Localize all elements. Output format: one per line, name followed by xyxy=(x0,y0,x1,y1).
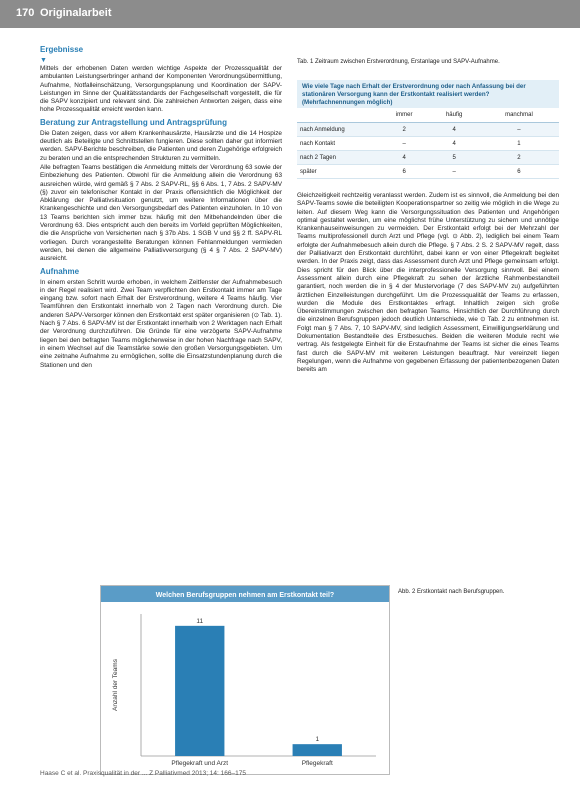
table-1 xyxy=(297,80,559,180)
table-cell: 4 xyxy=(429,123,479,137)
table-cell: nach Kontakt xyxy=(297,137,379,151)
x-tick-label: Pflegekraft xyxy=(301,760,333,767)
table-question: Wie viele Tage nach Erhalt der Erstverordnung oder nach Anfassung bei der stationären Versorgung kann der Erstkontakt realisiert werden? (Mehrfachnennungen möglich) xyxy=(297,80,559,108)
heading-ergebnisse: Ergebnisse xyxy=(40,45,84,54)
data-label: 11 xyxy=(196,617,204,625)
table-cell: 2 xyxy=(379,123,429,137)
table-row xyxy=(297,137,559,151)
table-cell: – xyxy=(379,137,429,151)
table-row xyxy=(297,151,559,165)
section-title: Originalarbeit xyxy=(40,7,112,19)
table-cell: nach Anmeldung xyxy=(297,123,379,137)
table-cell: 5 xyxy=(429,151,479,165)
table-row xyxy=(297,165,559,179)
figure-caption: Abb. 2 Erstkontakt nach Berufsgruppen. xyxy=(398,589,505,595)
table-cell: 2 xyxy=(479,151,559,165)
data-label: 1 xyxy=(315,736,320,744)
table-cell: 4 xyxy=(379,151,429,165)
table-cell: – xyxy=(429,165,479,179)
right-column xyxy=(297,192,559,376)
paragraph-ergebnisse: Mittels der erhobenen Daten werden wichtige Aspekte der Prozessqualität der ambulanten Leistungserbringer anhand der Komponenten Verordnungsübermittlung, Aufnahme, Notfalleinschätzung, Versorgungsplanung und Koordination der SAPV-Leistungen im Sinne der Qualitätsstandards der Fachgesellschaft vorgestellt, die für die SAPV konzipiert und relevant sind. Die zahlreichen Antworten zeigen, dass eine hohe Prozessqualität erreicht werden kann. xyxy=(40,65,282,114)
table-cell: 6 xyxy=(379,165,429,179)
table-cell: 1 xyxy=(479,137,559,151)
table-cell: nach 2 Tagen xyxy=(297,151,379,165)
paragraph-beratung-2: Alle befragten Teams bestätigen die Anmeldung mittels der Verordnung 63 sowie der Einbeziehung des Patienten. Obwohl für die Anmeldung allein die Verordnung 63 ausreichen würde, wird gemäß § 7 Abs. 2 SAPV-RL, §§ 6 Abs. 1, 7 Abs. 2 SAPV-MV (§) zuvor ein telefonischer Kontakt in der Praxis offensichtlich die Möglichkeit der Abklärung der Palliativsituation genutzt, um weitere Informationen über die Krankengeschichte und den Versorgungsbedarf des Patienten einzuholen. In 10 von 13 Teams berichten sich immer bzw. häufig mit den Mitbehandelnden über die Verordnung 63. Dies entspricht auch den bereits im Vorfeld geprüften Möglichkeiten, die die Ansprüche von Versicherten nach § 37b Abs. 1 SGB V und §§ 2 ff. SAPV-RL vorliegen. Durch vorangestellte Beratungen können Fehlanmeldungen vermieden werden, bei denen die allgemeine Palliativversorgung (§ 4 § 7 Abs. 2 SAPV-MV) ausreicht. xyxy=(40,163,282,263)
footer-citation: Haase C et al. Praxisqualität in der ... Z Palliativmed 2013; 14: 166–175 xyxy=(40,770,246,777)
paragraph-beratung-1: Die Daten zeigen, dass vor allem Krankenhausärzte, Hausärzte und die 14 Hospize deutlich als Beteiligte und Schnittstellen fungieren. Diese sollten daher gut informiert werden. SAPV-Berichte beschreiben, die Patienten und deren Zugehörige erfolgreich zu beraten und an die entsprechenden Strukturen zu vermitteln. xyxy=(40,129,282,162)
page-number: 170 xyxy=(16,7,35,19)
paragraph-aufnahme: In einem ersten Schritt wurde erhoben, in welchem Zeitfenster der Aufnahmebesuch in der Regel realisiert wird. Zwei Team verpflichten den Erstkontakt immer am Tage eingang bzw. sofort nach Erhalt der Erstverordnung, weitere 4 Teams häufig. Vier Teamführen den Erstkontakt innerhalb von 2 Tagen nach Verordnung durch. Die anderen SAPV-Versorger können den Erstkontakt erst später organisieren (⊙ Tab. 1). Nach § 7 Abs. 6 SAPV-MV ist der Erstkontakt innerhalb von 2 Werktagen nach Erhalt der Verordnung durchzuführen. Die Gründe für eine verzögerte SAPV-Aufnahme liegen bei den befragten Teams möglicherweise in der hohen Nachfrage nach SAPV, in einem Wechsel auf die Teamstärke sowie den großen Versorgungsgebieten. Um eine zeitnahe Aufnahme zu ermöglichen, sollte die Einsatzstundenplanung durch die Stationen und den xyxy=(40,278,282,369)
table-header-row xyxy=(297,108,559,123)
section-arrow: ▼ xyxy=(40,57,47,64)
heading-aufnahme: Aufnahme xyxy=(40,266,80,276)
table-row xyxy=(297,123,559,137)
table-caption: Tab. 1 Zeitraum zwischen Erstverordnung, Erstanlage und SAPV-Aufnahme. xyxy=(297,59,500,65)
data-table xyxy=(297,108,559,179)
page-header xyxy=(0,0,580,28)
bar-chart xyxy=(101,586,389,774)
bar xyxy=(175,626,224,756)
table-header-cell: manchmal xyxy=(479,108,559,123)
table-cell: 6 xyxy=(479,165,559,179)
table-cell: später xyxy=(297,165,379,179)
table-cell: 4 xyxy=(429,137,479,151)
table-header-cell xyxy=(297,108,379,123)
bar xyxy=(293,744,342,756)
paragraph-right: Gleichzeitigkeit rechtzeitig veranlasst werden. Zudem ist es sinnvoll, die Anmeldung bei den SAPV-Teams sowie die beteiligten Kooperationspartner so zeitig wie möglich in die Wege zu leiten. Auf diesem Weg kann die Versorgungssituation des Patienten und Angehörigen optimal gestaltet werden, um eine möglichst frühe Unterstützung zu sichern und unnötige Krankenhauseinweisungen zu vermeiden. Der Erstkontakt erfolgt bei der Mehrzahl der Teams multiprofessionell durch Arzt und Pflege (vgl. ⊙ Abb. 2), lediglich bei einem Team erfolgte der Aufnahmebesuch allein durch die Pflege. § 7 Abs. 2 S. 2 SAPV-MV regelt, dass der Palliativarzt den Erstkontakt durchführt, dabei kann er von einer Pflegekraft begleitet werden. In der Praxis zeigt, dass das Assessment durch Arzt und Pflege gemeinsam erfolgt. Dies spricht für den Blick über die interprofessionelle Versorgung sinnvoll. Bei einem Assessment allein durch eine Pflegekraft zu sehen der ärztliche Rahmenbestandteil garantiert, noch werden die in § 4 der Mustervorlage (7 des SAPV-MV zu) aufgeführten ärztlichen Einzelleistungen durchgeführt. Um die Prozessqualität der Teams zu erfassen, wurden die Module des Erstkontaktes erfragt. Inhaltlich zeigen sich große Übereinstimmungen zwischen den befragten Teams. Hinsichtlich der Durchführung durch die einzelnen Berufsgruppen jedoch deutlich Unterschiede, wie ⊙ Tab. 2 zu entnehmen ist. Folgt man § 7 Abs. 7, 10 SAPV-MV, sind lediglich Assessment, Einwilligungserklärung und Dokumentation Bestandteile des Erstbesuches. Beiden die weiteren Module recht wie vertrag. Als festgelegte Einheit für die Erstaufnahme der Teams ist sicher die eines Teams fast durch die SAPV-MV mit weiteren Leistungen beauftragt. Nur vereinzelt liegen Regelungen, wenn die Aufnahme von gegebenen Erfassung der patientenbezogenen Daten bereits am xyxy=(297,192,559,374)
table-cell: – xyxy=(479,123,559,137)
table-header-cell: häufig xyxy=(429,108,479,123)
heading-beratung: Beratung zur Antragstellung und Antragsprüfung xyxy=(40,117,227,127)
chart-title: Welchen Berufsgruppen nehmen am Erstkontakt teil? xyxy=(155,592,335,599)
table-header-cell: immer xyxy=(379,108,429,123)
y-axis-label: Anzahl der Teams xyxy=(112,659,119,711)
x-tick-label: Pflegekraft und Arzt xyxy=(171,760,229,767)
figure-2 xyxy=(100,585,390,775)
left-column xyxy=(40,45,282,371)
